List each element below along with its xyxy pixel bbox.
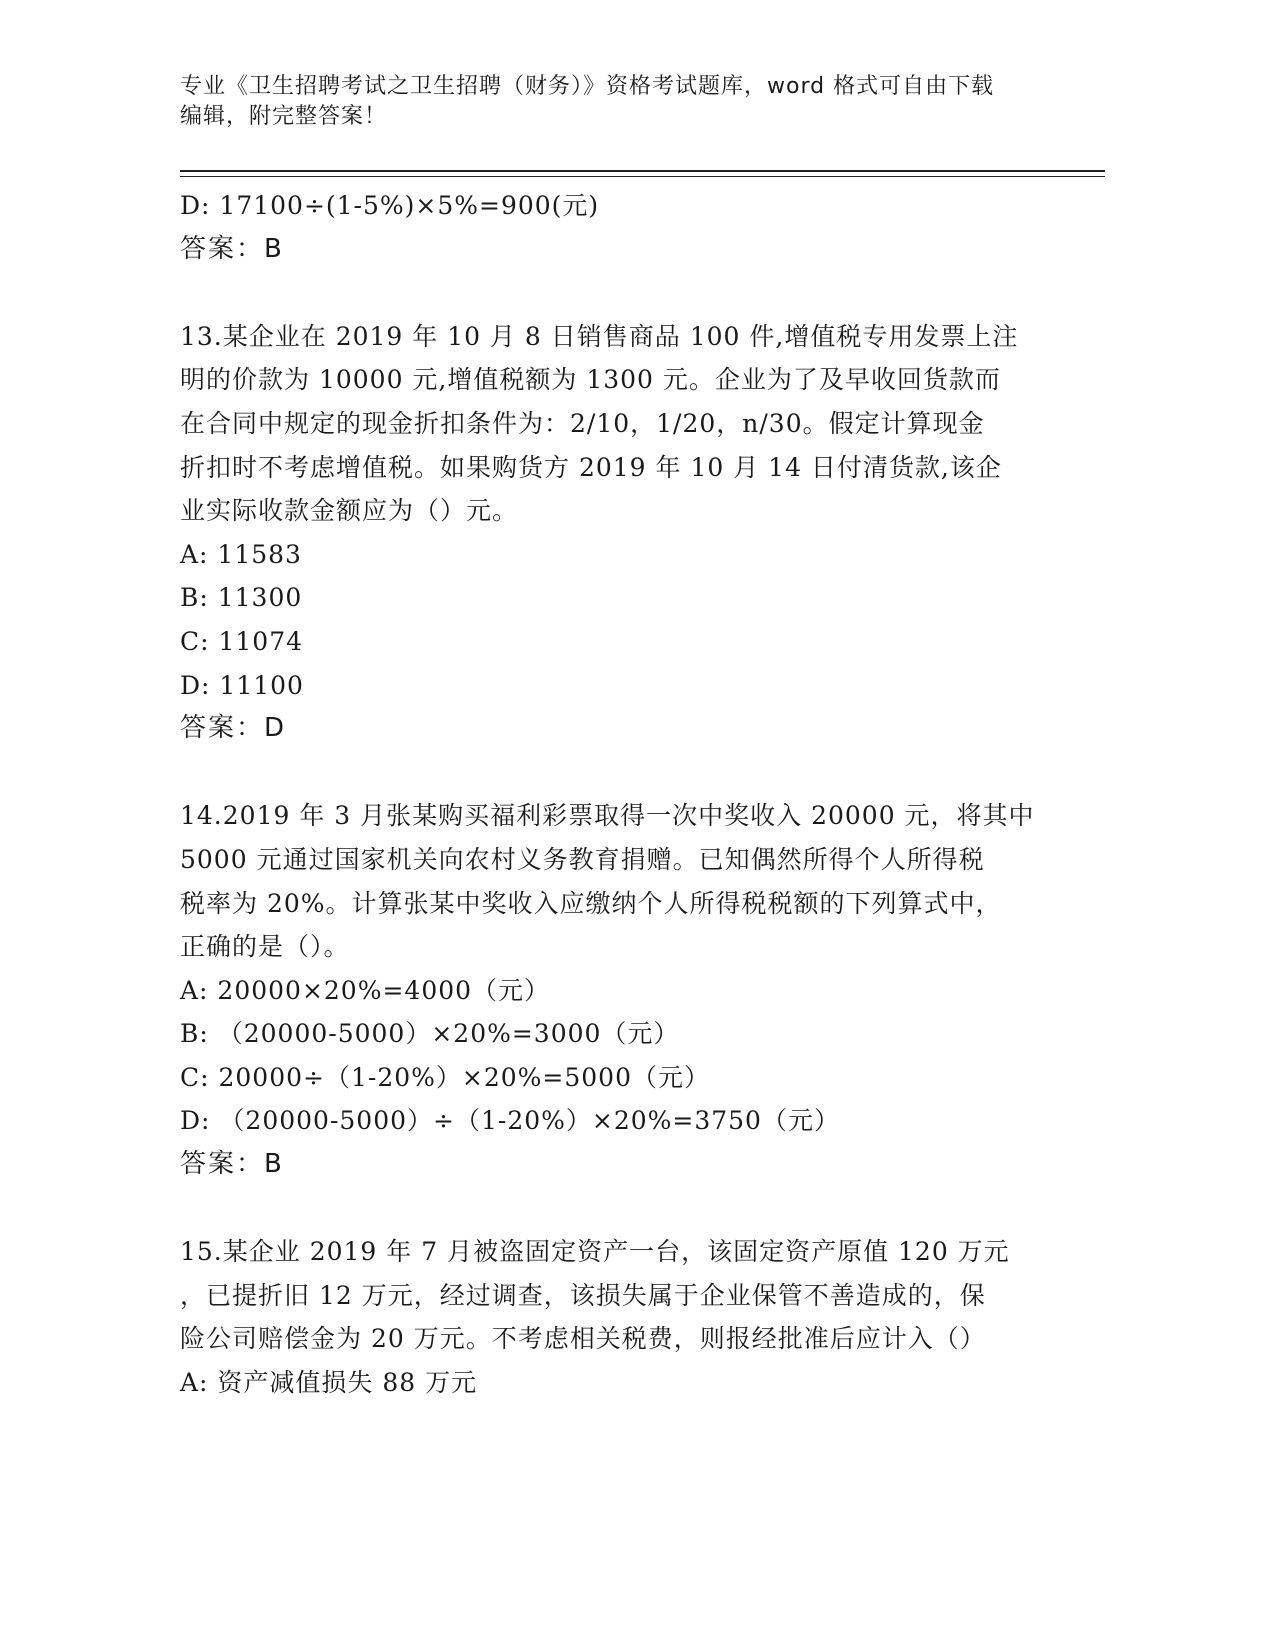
header-line-1: 专业《卫生招聘考试之卫生招聘（财务）》资格考试题库，word 格式可自由下载 <box>180 74 995 99</box>
option-a: A: 11583 <box>180 539 302 569</box>
previous-question-tail <box>180 184 1060 271</box>
option-c: C: 20000÷（1-20%）×20%=5000（元） <box>180 1062 710 1092</box>
question-text-line: 险公司赔偿金为 20 万元。不考虑相关税费，则报经批准后应计入（） <box>180 1324 986 1354</box>
option-d: D: 17100÷(1-5%)×5%=900(元) <box>180 191 600 220</box>
header-rule-thick <box>180 170 1105 172</box>
question-text-line: 15.某企业 2019 年 7 月被盗固定资产一台，该固定资产原值 120 万元 <box>180 1237 1010 1267</box>
question-14 <box>180 794 1060 1186</box>
option-a: A: 20000×20%=4000（元） <box>180 975 551 1005</box>
option-d: D: 11100 <box>180 670 304 700</box>
answer-line: 答案：B <box>180 233 284 264</box>
answer-line: 答案：B <box>180 1149 284 1180</box>
option-a: A: 资产减值损失 88 万元 <box>180 1368 478 1398</box>
question-text-line: 5000 元通过国家机关向农村义务教育捐赠。已知偶然所得个人所得税 <box>180 844 985 874</box>
page-header <box>180 72 1060 132</box>
question-text-line: 税率为 20%。计算张某中奖收入应缴纳个人所得税税额的下列算式中， <box>180 888 1002 918</box>
option-b: B: （20000-5000）×20%=3000（元） <box>180 1019 680 1049</box>
question-15 <box>180 1230 1060 1404</box>
question-text-line: 明的价款为 10000 元,增值税额为 1300 元。企业为了及早收回货款而 <box>180 365 1001 395</box>
option-d: D: （20000-5000）÷（1-20%）×20%=3750（元） <box>180 1106 840 1136</box>
answer-line: 答案：D <box>180 713 287 744</box>
question-text-line: 折扣时不考虑增值税。如果购货方 2019 年 10 月 14 日付清货款,该企 <box>180 452 1002 482</box>
spacer <box>180 271 1060 315</box>
spacer <box>180 751 1060 795</box>
header-line-2: 编辑，附完整答案！ <box>180 104 388 129</box>
question-text-line: 13.某企业在 2019 年 10 月 8 日销售商品 100 件,增值税专用发票上注 <box>180 321 1019 351</box>
document-body <box>180 184 1060 1405</box>
question-text-line: 14.2019 年 3 月张某购买福利彩票取得一次中奖收入 20000 元，将其中 <box>180 801 1035 831</box>
question-text-line: 在合同中规定的现金折扣条件为：2/10，1/20，n/30。假定计算现金 <box>180 408 985 438</box>
option-c: C: 11074 <box>180 626 304 656</box>
question-13 <box>180 315 1060 751</box>
header-rule-thin <box>180 176 1105 177</box>
option-b: B: 11300 <box>180 583 303 613</box>
question-text-line: 业实际收款金额应为（）元。 <box>180 496 519 526</box>
question-text-line: ，已提折旧 12 万元，经过调查，该损失属于企业保管不善造成的，保 <box>180 1280 986 1310</box>
question-text-line: 正确的是（）。 <box>180 932 350 962</box>
spacer <box>180 1187 1060 1231</box>
